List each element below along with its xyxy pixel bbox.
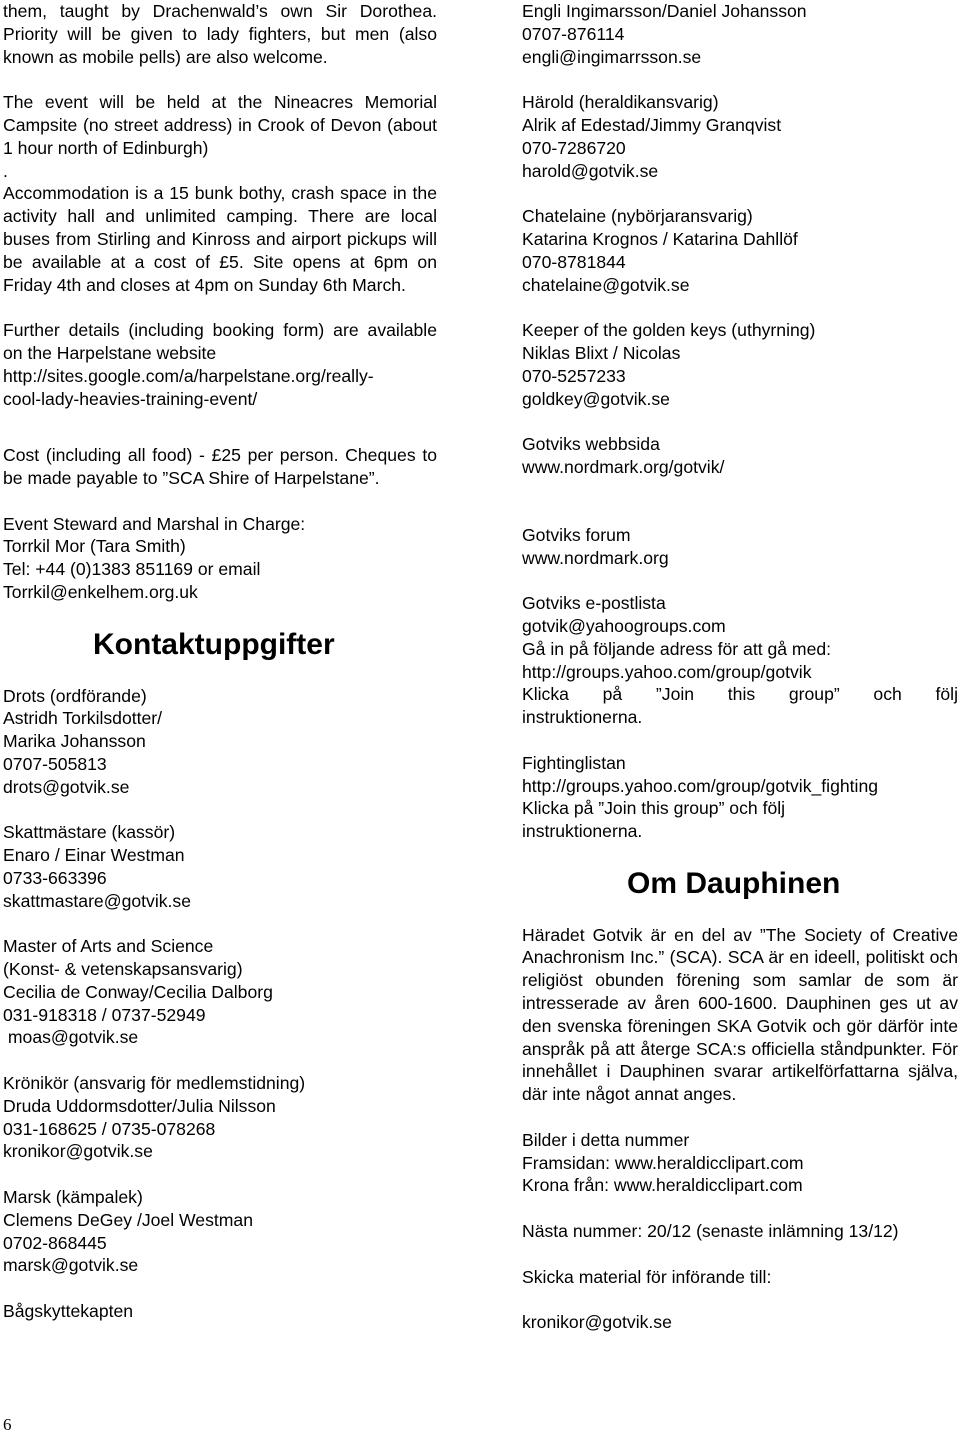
contact-line: goldkey@gotvik.se <box>522 388 670 409</box>
contact-line: Astridh Torkilsdotter/ <box>3 708 163 729</box>
details-url-line-2: cool-lady-heavies-training-event/ <box>3 388 258 409</box>
contact-line: 070-7286720 <box>522 137 626 158</box>
contact-bagskyttekapten <box>3 1300 437 1323</box>
steward-name: Torrkil Mor (Tara Smith) <box>3 536 186 557</box>
details-url-line-1: http://sites.google.com/a/harpelstane.org/really- <box>3 365 374 386</box>
website-title: Gotviks webbsida <box>522 434 660 455</box>
mailing-list-join: Gå in på följande adress för att gå med: <box>522 638 832 659</box>
contact-line: moas@gotvik.se <box>3 1027 139 1048</box>
contact-line: marsk@gotvik.se <box>3 1255 139 1276</box>
contact-line: Drots (ordförande) <box>3 685 147 706</box>
send-material-block <box>522 1266 958 1289</box>
about-paragraph <box>522 924 958 1106</box>
about-text: Häradet Gotvik är en del av ”The Society of Creative Anachronism Inc.” (SCA). SCA är en ideell, politiskt och religiöst obunden förening som samlar de som är intresserade av åren 600-1600. Dauphinen ges ut av den svenska föreningen SKA Gotvik och gör därför inte anspråk på att återge SCA:s officiella ståndpunkter. För innehållet i Dauphinen svarar artikelförfattarna själva, där inte något annat anges. <box>522 924 958 1105</box>
contact-line: Katarina Krognos / Katarina Dahllöf <box>522 228 798 249</box>
forum-url: www.nordmark.org <box>522 547 669 568</box>
contact-line: 031-918318 / 0737-52949 <box>3 1004 206 1025</box>
contact-line: 0707-505813 <box>3 753 107 774</box>
contact-line: Cecilia de Conway/Cecilia Dalborg <box>3 981 273 1002</box>
images-crown: Krona från: www.heraldicclipart.com <box>522 1175 803 1196</box>
images-block <box>522 1129 958 1197</box>
intro-text: them, taught by Drachenwald’s own Sir Dorothea. Priority will be given to lady fighters, but men (also known as mobile pells) are also welcome. <box>3 1 437 67</box>
contact-skattmastare <box>3 821 437 912</box>
contact-goldkey <box>522 319 958 410</box>
website-url: www.nordmark.org/gotvik/ <box>522 456 725 477</box>
contact-kronikor <box>3 1072 437 1163</box>
contact-line: Enaro / Einar Westman <box>3 845 185 866</box>
accommodation-text: Accommodation is a 15 bunk bothy, crash space in the activity hall and unlimited camping. There are local buses from Stirling and Kinross and airport pickups will be available at a cost of £5. Site opens at 6pm on Friday 4th and closes at 4pm on Sunday 6th March. <box>3 183 437 295</box>
contact-line: skattmastare@gotvik.se <box>3 890 191 911</box>
mailing-list-block <box>522 592 958 729</box>
contact-line: Clemens DeGey /Joel Westman <box>3 1209 253 1230</box>
steward-email: Torrkil@enkelhem.org.uk <box>3 581 198 602</box>
contact-line: Krönikör (ansvarig för medlemstidning) <box>3 1073 306 1094</box>
steward-block <box>3 513 437 604</box>
fighting-list-block <box>522 752 958 843</box>
contact-line: drots@gotvik.se <box>3 776 130 797</box>
mailing-list-email: gotvik@yahoogroups.com <box>522 615 726 636</box>
about-heading: Om Dauphinen <box>627 866 841 900</box>
contact-line: Marsk (kämpalek) <box>3 1187 143 1208</box>
details-paragraph <box>3 319 437 410</box>
steward-title: Event Steward and Marshal in Charge: <box>3 513 306 534</box>
contact-marsk <box>3 1186 437 1277</box>
fighting-list-click: Klicka på ”Join this group” och följ <box>522 798 786 819</box>
contact-line: 070-5257233 <box>522 365 626 386</box>
left-column <box>3 0 437 1346</box>
contact-line: Chatelaine (nybörjaransvarig) <box>522 206 753 227</box>
steward-phone: Tel: +44 (0)1383 851169 or email <box>3 559 261 580</box>
forum-title: Gotviks forum <box>522 524 631 545</box>
forum-block <box>522 524 958 570</box>
send-material-text: Skicka material för införande till: <box>522 1266 772 1287</box>
contact-line: chatelaine@gotvik.se <box>522 274 690 295</box>
contact-line: 0702-868445 <box>3 1232 107 1253</box>
contact-harold <box>522 91 958 182</box>
mailing-list-click: Klicka på ”Join this group” och följ <box>522 684 958 705</box>
contact-line: engli@ingimarrsson.se <box>522 46 702 67</box>
contact-line: Härold (heraldikansvarig) <box>522 92 719 113</box>
contact-line: 031-168625 / 0735-078268 <box>3 1118 216 1139</box>
contact-line: harold@gotvik.se <box>522 160 659 181</box>
contacts-heading: Kontaktuppgifter <box>93 627 335 661</box>
contact-line: Alrik af Edestad/Jimmy Granqvist <box>522 114 782 135</box>
contact-chatelaine <box>522 205 958 296</box>
cost-paragraph <box>3 444 437 490</box>
contact-line: 0733-663396 <box>3 867 107 888</box>
contact-line: (Konst- & vetenskapsansvarig) <box>3 959 243 980</box>
venue-dot: . <box>3 160 8 181</box>
contact-line: Engli Ingimarsson/Daniel Johansson <box>522 1 807 21</box>
mailing-list-url: http://groups.yahoo.com/group/gotvik <box>522 661 812 682</box>
fighting-list-title: Fightinglistan <box>522 752 626 773</box>
contact-line: Skattmästare (kassör) <box>3 822 176 843</box>
contact-line: Keeper of the golden keys (uthyrning) <box>522 320 816 341</box>
contact-line: Bågskyttekapten <box>3 1301 134 1322</box>
contact-line: Master of Arts and Science <box>3 936 214 957</box>
images-cover: Framsidan: www.heraldicclipart.com <box>522 1152 804 1173</box>
fighting-list-click-2: instruktionerna. <box>522 821 643 842</box>
contact-moas <box>3 935 437 1049</box>
right-column <box>522 0 958 1357</box>
next-issue-text: Nästa nummer: 20/12 (senaste inlämning 13/12) <box>522 1221 899 1242</box>
contact-line: Marika Johansson <box>3 731 146 752</box>
images-title: Bilder i detta nummer <box>522 1129 690 1150</box>
contact-line: Niklas Blixt / Nicolas <box>522 342 681 363</box>
mailing-list-click-2: instruktionerna. <box>522 707 643 728</box>
contact-line: 070-8781844 <box>522 251 626 272</box>
contact-line: kronikor@gotvik.se <box>3 1141 153 1162</box>
contact-line: Druda Uddormsdotter/Julia Nilsson <box>3 1095 276 1116</box>
send-email-block <box>522 1311 958 1334</box>
mailing-list-title: Gotviks e-postlista <box>522 593 666 614</box>
cost-text: Cost (including all food) - £25 per person. Cheques to be made payable to ”SCA Shire of Harpelstane”. <box>3 445 437 488</box>
website-block <box>522 433 958 479</box>
send-email: kronikor@gotvik.se <box>522 1312 672 1333</box>
contact-drots <box>3 685 437 799</box>
fighting-list-url: http://groups.yahoo.com/group/gotvik_fighting <box>522 775 879 796</box>
contact-engli <box>522 0 958 68</box>
next-issue-block <box>522 1220 958 1243</box>
intro-paragraph <box>3 0 437 68</box>
venue-paragraph <box>3 91 437 296</box>
details-text: Further details (including booking form) are available on the Harpelstane website <box>3 320 437 363</box>
venue-text: The event will be held at the Nineacres Memorial Campsite (no street address) in Crook of Devon (about 1 hour north of Edinburgh) <box>3 92 437 158</box>
contact-line: 0707-876114 <box>522 23 625 44</box>
page-number: 6 <box>3 1415 12 1434</box>
